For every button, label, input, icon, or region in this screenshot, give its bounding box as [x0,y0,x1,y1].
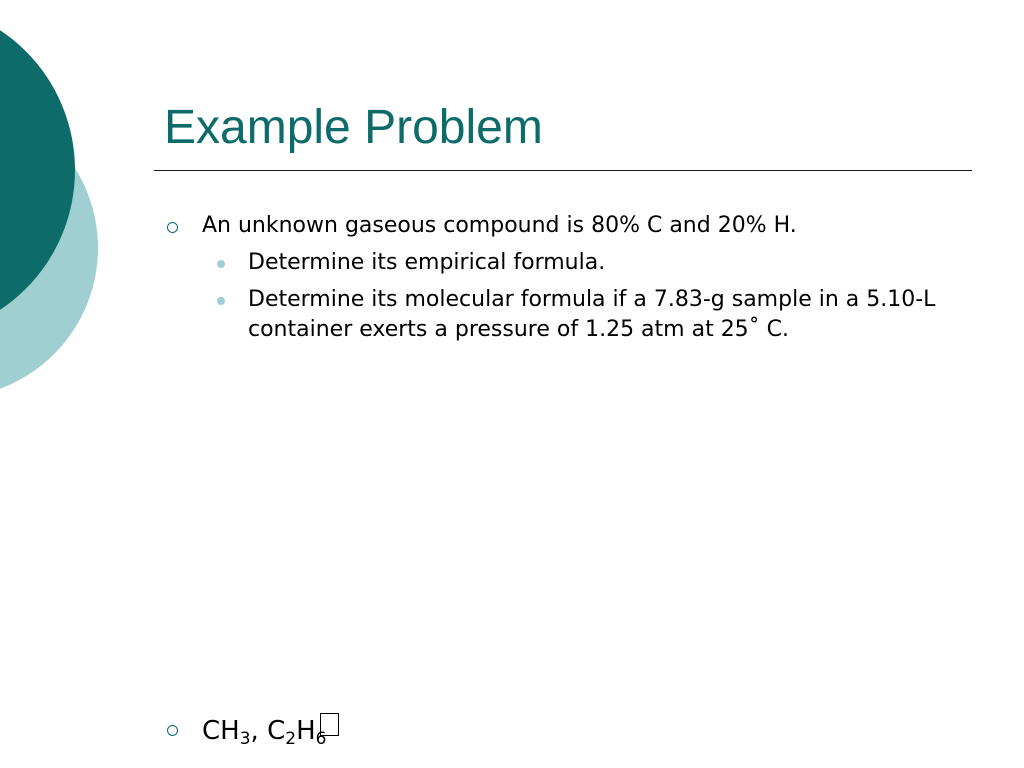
slide-title: Example Problem [164,101,543,154]
decorative-circles [0,0,110,420]
sub-bullet-molecular: Determine its molecular formula if a 7.83-g sample in a 5.10-L container exerts a pressure of 1.25 atm at 25˚ C. [248,287,936,342]
bullet-dot-icon [217,260,225,268]
missing-glyph-box [320,713,339,736]
sub-bullet-empirical: Determine its empirical formula. [248,250,606,275]
bullet-ring-icon [167,725,178,736]
answer-subscript: 2 [285,729,297,749]
bullet-ring-icon [167,222,178,233]
answer-part: , C [250,716,286,746]
answer-subscript: 3 [239,729,251,749]
bullet-problem-statement: An unknown gaseous compound is 80% C and 20% H. [202,213,797,238]
title-divider [154,170,972,171]
answer-part: CH [202,716,240,746]
bullet-dot-icon [217,297,225,305]
answer-formulas [202,713,339,748]
answer-subscript: 6 [315,729,327,749]
answer-part: H [296,716,316,746]
